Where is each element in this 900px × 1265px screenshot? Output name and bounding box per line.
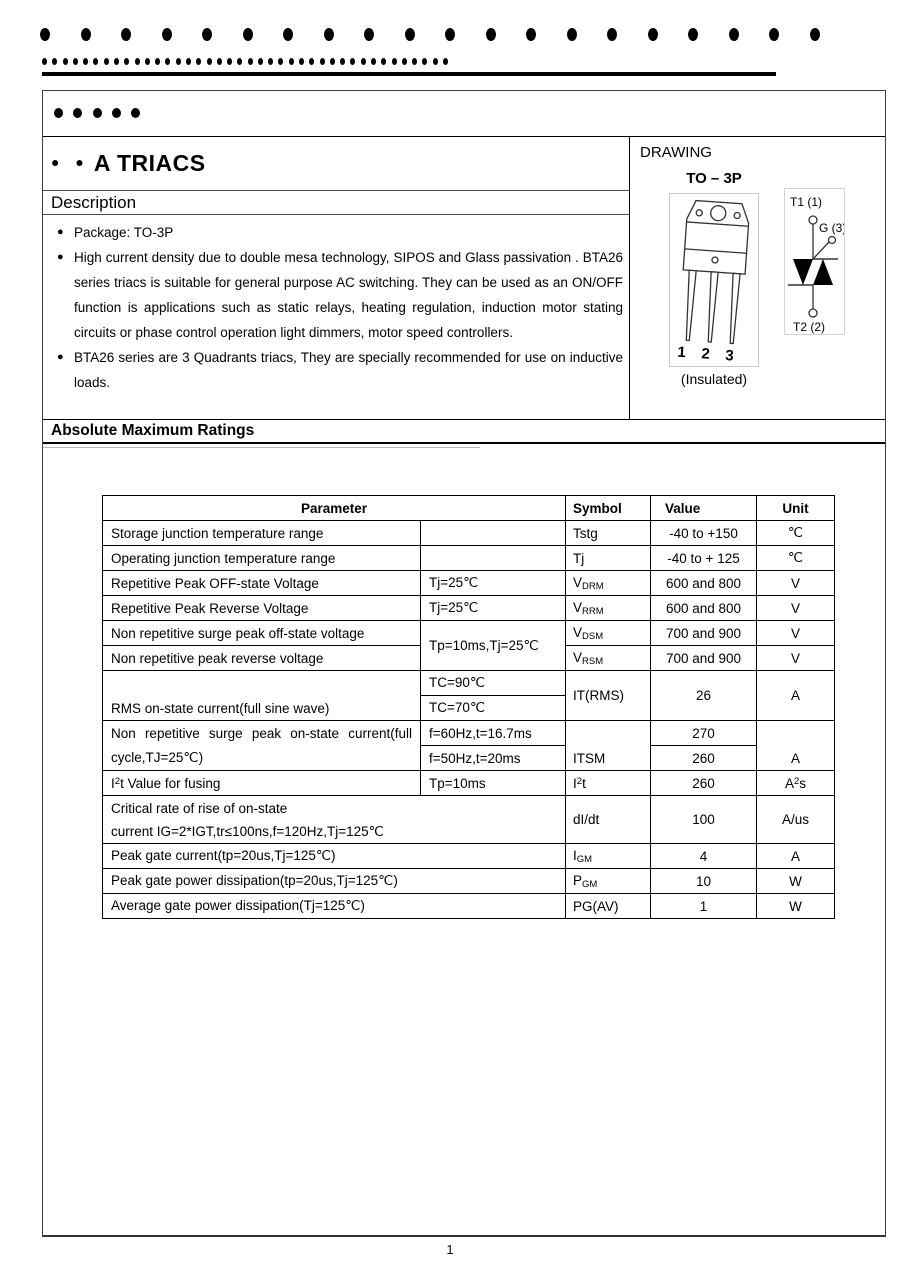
section-heading-underline — [43, 447, 480, 448]
dot-icon — [145, 58, 150, 65]
param-cell: Peak gate current(tp=20us,Tj=125℃) — [103, 844, 566, 869]
dot-icon — [278, 58, 283, 65]
dot-icon — [729, 28, 739, 41]
unit-cell: A — [757, 844, 835, 869]
table-row-operating — [103, 546, 835, 571]
unit-cell: W — [757, 894, 835, 919]
decoration-dots-row-large — [40, 28, 820, 41]
value-cell: 10 — [651, 869, 757, 894]
dot-icon — [283, 28, 293, 41]
dot-icon — [443, 58, 448, 65]
bullet-icon: ● — [57, 226, 64, 238]
to-3p-package-drawing — [670, 194, 758, 366]
symbol-cell: ITSM — [566, 721, 651, 771]
dot-icon — [243, 28, 253, 41]
dot-icon — [810, 28, 820, 41]
description-text: High current density due to double mesa technology, SIPOS and Glass passivation . BTA26 series triacs is suitable for general purpose AC switching. They can be used as an ON/OFF function is applications such as static relays, heating regulation, induction motor stating circuits or phase control operation light dimmers, motor speed controllers. — [74, 250, 623, 340]
param-cell: Non repetitive surge peak off-state voltage — [103, 621, 421, 646]
dot-icon — [769, 28, 779, 41]
dot-icon — [607, 28, 617, 41]
dot-icon — [176, 58, 181, 65]
dot-icon — [52, 58, 57, 65]
dot-icon — [73, 108, 82, 118]
unit-cell: $A^2s$ — [757, 771, 835, 796]
dot-icon — [124, 58, 129, 65]
condition-cell: Tj=25℃ — [421, 596, 566, 621]
symbol-cell: Tstg — [566, 521, 651, 546]
symbol-cell: PG(AV) — [566, 894, 651, 919]
terminal-label-g: G (3) — [819, 221, 844, 235]
value-cell: -40 to + 125 — [651, 546, 757, 571]
dot-icon — [402, 58, 407, 65]
dot-icon — [186, 58, 191, 65]
dot-icon — [83, 58, 88, 65]
dot-icon — [207, 58, 212, 65]
triac-symbol-box — [784, 188, 845, 335]
dot-icon — [93, 108, 102, 118]
value-cell: 270 — [651, 721, 757, 746]
unit-cell: A — [757, 721, 835, 771]
param-cell: Non repetitive surge peak on-state current(full cycle,TJ=25℃) — [103, 721, 421, 771]
unit-cell: V — [757, 621, 835, 646]
unit-cell: ℃ — [757, 521, 835, 546]
dot-icon — [324, 28, 334, 41]
dot-icon — [237, 58, 242, 65]
value-cell: 260 — [651, 771, 757, 796]
section-heading-absolute-maximum-ratings: Absolute Maximum Ratings — [43, 419, 885, 444]
table-header-row — [103, 496, 835, 521]
package-caption: (Insulated) — [680, 371, 748, 387]
datasheet-page — [42, 90, 886, 1237]
description-item — [43, 220, 629, 245]
symbol-cell: $V_{RSM}$ — [566, 646, 651, 671]
condition-cell: Tp=10ms — [421, 771, 566, 796]
col-header-symbol: Symbol — [566, 496, 651, 521]
drawing-panel-heading: DRAWING — [640, 144, 712, 161]
col-header-value: Value — [651, 496, 757, 521]
value-cell: 260 — [651, 746, 757, 771]
table-row-itrms-1 — [103, 671, 835, 696]
dot-icon — [81, 28, 91, 41]
absolute-maximum-ratings-table — [102, 495, 835, 919]
dot-icon — [63, 58, 68, 65]
value-cell: 600 and 800 — [651, 596, 757, 621]
table-row-igm — [103, 844, 835, 869]
table-row-i2t — [103, 771, 835, 796]
param-cell: Critical rate of rise of on-state current IG=2*IGT,tr≤100ns,f=120Hz,Tj=125℃ — [103, 796, 566, 844]
table-row-didt — [103, 796, 835, 844]
symbol-cell: IT(RMS) — [566, 671, 651, 721]
dot-icon — [73, 58, 78, 65]
condition-cell — [421, 546, 566, 571]
dot-icon — [433, 58, 438, 65]
symbol-cell: $I_{GM}$ — [566, 844, 651, 869]
dot-icon — [217, 58, 222, 65]
dot-icon — [165, 58, 170, 65]
table-row-pgm — [103, 869, 835, 894]
condition-cell: Tp=10ms,Tj=25℃ — [421, 621, 566, 671]
table-row-vrrm — [103, 596, 835, 621]
col-header-parameter: Parameter — [103, 496, 566, 521]
dot-icon — [248, 58, 253, 65]
unit-cell: W — [757, 869, 835, 894]
condition-cell — [421, 521, 566, 546]
table-row-vdsm — [103, 621, 835, 646]
param-cell: Average gate power dissipation(Tj=125℃) — [103, 894, 566, 919]
title-block — [43, 137, 629, 191]
dot-icon — [330, 58, 335, 65]
unit-cell: ℃ — [757, 546, 835, 571]
condition-cell: f=60Hz,t=16.7ms — [421, 721, 566, 746]
description-text: BTA26 series are 3 Quadrants triacs, They are specially recommended for use on inductive loads. — [74, 350, 623, 390]
dot-icon — [567, 28, 577, 41]
description-heading: Description — [43, 191, 629, 215]
dot-icon — [112, 108, 121, 118]
triac-symbol-drawing — [785, 189, 844, 334]
dot-icon — [121, 28, 131, 41]
package-name: TO – 3P — [686, 170, 742, 187]
value-cell: 600 and 800 — [651, 571, 757, 596]
value-cell: 1 — [651, 894, 757, 919]
value-cell: 700 and 900 — [651, 646, 757, 671]
unit-cell: A/us — [757, 796, 835, 844]
param-cell: $I^2t$ Value for fusing — [103, 771, 421, 796]
dot-icon — [268, 58, 273, 65]
dot-icon — [93, 58, 98, 65]
symbol-cell: $V_{DRM}$ — [566, 571, 651, 596]
condition-cell: Tj=25℃ — [421, 571, 566, 596]
table-row-pgav — [103, 894, 835, 919]
description-text: Package: TO-3P — [74, 225, 174, 240]
pin-label-1: 1 — [676, 343, 687, 362]
param-cell: Repetitive Peak OFF-state Voltage — [103, 571, 421, 596]
dot-icon — [445, 28, 455, 41]
dot-icon — [364, 28, 374, 41]
drawing-panel — [629, 137, 885, 420]
left-column — [43, 137, 629, 419]
bullet-icon: ● — [57, 251, 64, 263]
unit-cell: V — [757, 596, 835, 621]
dot-icon — [648, 28, 658, 41]
page-number: 1 — [446, 1243, 454, 1257]
symbol-cell: dI/dt — [566, 796, 651, 844]
decoration-dots-row-inner — [54, 108, 140, 118]
dot-icon — [371, 58, 376, 65]
dot-icon — [202, 28, 212, 41]
dot-icon — [299, 58, 304, 65]
dot-icon — [405, 28, 415, 41]
symbol-cell: Tj — [566, 546, 651, 571]
param-cell: RMS on-state current(full sine wave) — [103, 671, 421, 721]
package-drawing-box — [669, 193, 759, 367]
symbol-cell: $V_{RRM}$ — [566, 596, 651, 621]
param-cell: Storage junction temperature range — [103, 521, 421, 546]
table-row-itsm-1 — [103, 721, 835, 746]
dot-icon — [289, 58, 294, 65]
decoration-double-rule — [42, 72, 776, 76]
table-row-vdrm — [103, 571, 835, 596]
decoration-dots-row-small — [42, 58, 448, 65]
condition-cell: f=50Hz,t=20ms — [421, 746, 566, 771]
unit-cell: V — [757, 646, 835, 671]
param-cell: Peak gate power dissipation(tp=20us,Tj=125℃) — [103, 869, 566, 894]
terminal-label-t2: T2 (2) — [793, 320, 826, 334]
col-header-unit: Unit — [757, 496, 835, 521]
symbol-cell: $I^2t$ — [566, 771, 651, 796]
description-item — [43, 245, 629, 345]
title-bullets-icon: ● ● — [51, 153, 90, 170]
value-cell: 700 and 900 — [651, 621, 757, 646]
description-list — [43, 215, 629, 395]
dot-icon — [258, 58, 263, 65]
dot-icon — [381, 58, 386, 65]
symbol-cell: $V_{DSM}$ — [566, 621, 651, 646]
unit-cell: V — [757, 571, 835, 596]
terminal-label-t1: T1 (1) — [790, 195, 823, 209]
description-item — [43, 345, 629, 395]
dot-icon — [42, 58, 47, 65]
dot-icon — [526, 28, 536, 41]
dot-icon — [155, 58, 160, 65]
dot-icon — [227, 58, 232, 65]
dot-icon — [162, 28, 172, 41]
dot-icon — [309, 58, 314, 65]
dot-icon — [114, 58, 119, 65]
condition-cell: TC=90℃ — [421, 671, 566, 696]
dot-icon — [131, 108, 140, 118]
value-cell: 4 — [651, 844, 757, 869]
dot-icon — [196, 58, 201, 65]
unit-cell: A — [757, 671, 835, 721]
param-cell: Repetitive Peak Reverse Voltage — [103, 596, 421, 621]
pin-label-3: 3 — [724, 347, 735, 365]
dot-icon — [361, 58, 366, 65]
dot-icon — [392, 58, 397, 65]
dot-icon — [135, 58, 140, 65]
pin-label-2: 2 — [700, 345, 711, 363]
value-cell: -40 to +150 — [651, 521, 757, 546]
table-row-storage — [103, 521, 835, 546]
symbol-cell: $P_{GM}$ — [566, 869, 651, 894]
value-cell: 26 — [651, 671, 757, 721]
param-cell: Non repetitive peak reverse voltage — [103, 646, 421, 671]
dot-icon — [40, 28, 50, 41]
dot-icon — [54, 108, 63, 118]
dot-icon — [350, 58, 355, 65]
param-cell: Operating junction temperature range — [103, 546, 421, 571]
value-cell: 100 — [651, 796, 757, 844]
dot-icon — [412, 58, 417, 65]
bullet-icon: ● — [57, 351, 64, 363]
dot-icon — [104, 58, 109, 65]
dot-icon — [422, 58, 427, 65]
dot-icon — [486, 28, 496, 41]
dot-icon — [320, 58, 325, 65]
dot-icon — [340, 58, 345, 65]
page-title: A TRIACS — [93, 150, 206, 176]
dot-icon — [688, 28, 698, 41]
condition-cell: TC=70℃ — [421, 696, 566, 721]
